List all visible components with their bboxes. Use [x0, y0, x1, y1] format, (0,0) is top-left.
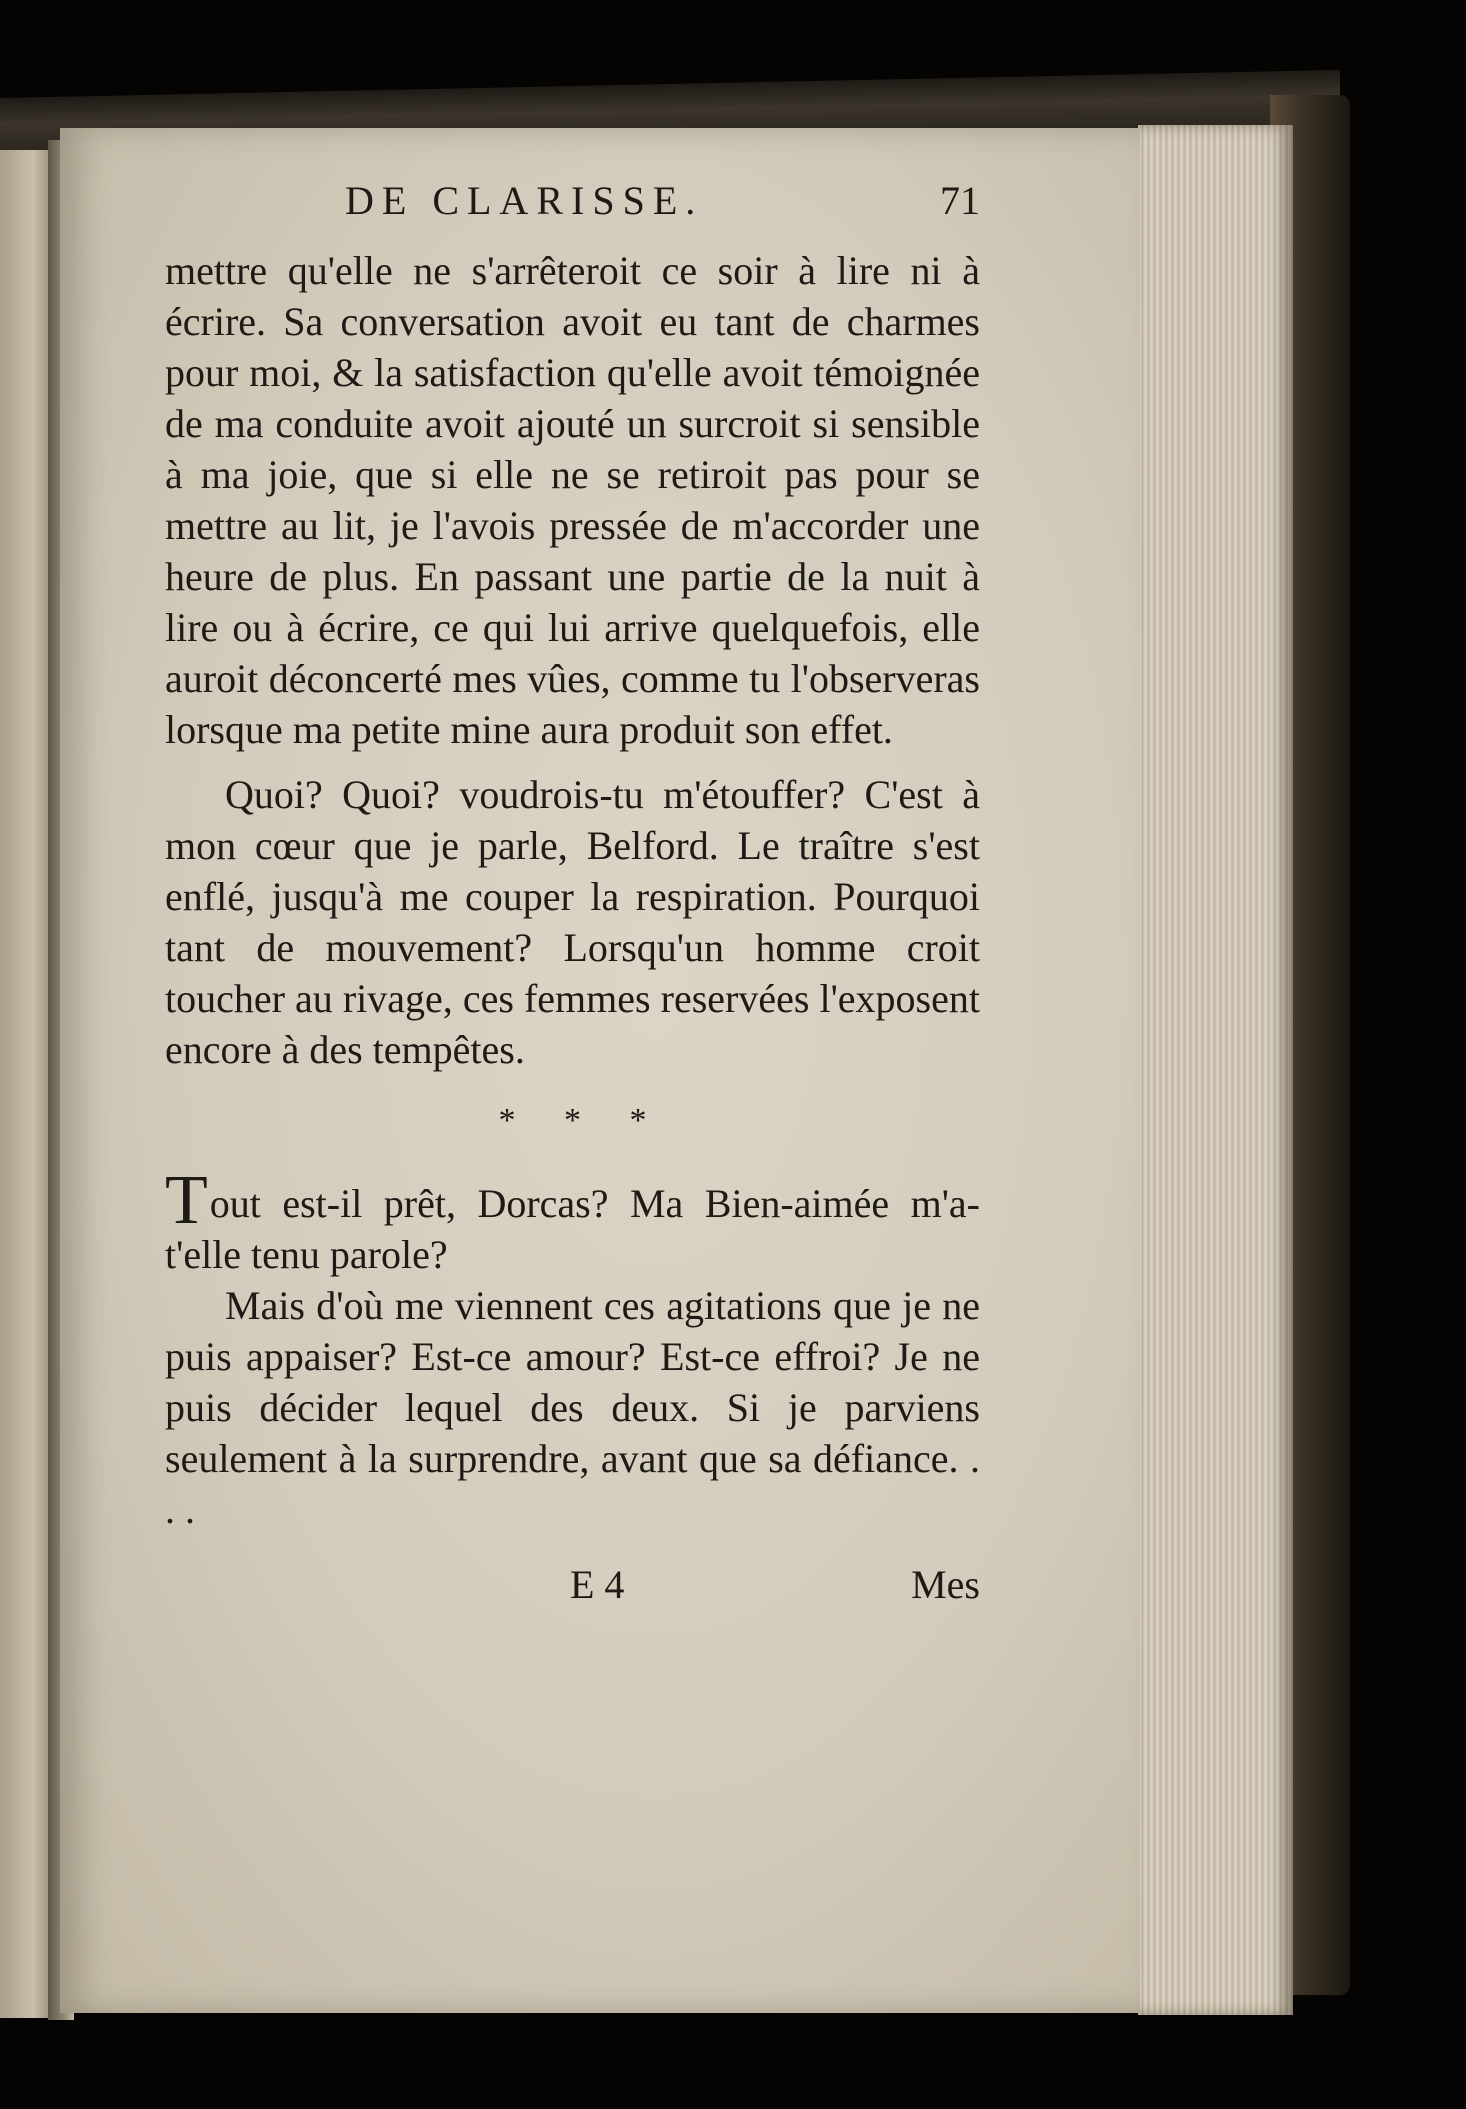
running-title: DE CLARISSE. [345, 178, 704, 223]
page-footer [165, 1559, 980, 1619]
paragraph-1: mettre qu'elle ne s'arrêteroit ce soir à lire ni à écrire. Sa conversation avoit eu tant de charmes pour moi, & la satisfaction qu'elle avoit témoignée de ma conduite avoit ajouté un surcroit si sensible à ma joie, que si elle ne se retiroit pas pour se mettre au lit, je l'avois pressée de m'accorder une heure de plus. En passant une partie de la nuit à lire ou à écrire, ce qui lui arrive quelquefois, elle auroit déconcerté mes vûes, comme tu l'observeras lorsque ma petite mine aura produit son effet. [165, 248, 980, 752]
page-number: 71 [940, 178, 980, 223]
left-page-edge [0, 150, 55, 2018]
page-text [165, 175, 980, 1619]
paragraph-4: Mais d'où me viennent ces agitations que je ne puis appaiser? Est-ce amour? Est-ce effroi? Je ne puis décider lequel des deux. Si je parviens seulement à la surprendre, avant que sa défiance. . . . [165, 1283, 980, 1532]
paragraph-2: Quoi? Quoi? voudrois-tu m'étouffer? C'est à mon cœur que je parle, Belford. Le traître s'est enflé, jusqu'à me couper la respiration. Pourquoi tant de mouvement? Lorsqu'un homme croit toucher au rivage, ces femmes reservées l'exposent encore à des tempêtes. [165, 772, 980, 1072]
paragraph-3-text: out est-il prêt, Dorcas? Ma Bien-aimée m'a-t'elle tenu parole? [165, 1181, 980, 1277]
paragraph-3 [165, 1162, 980, 1280]
running-header [165, 175, 980, 245]
page-edges [1138, 125, 1293, 2015]
drop-cap: T [165, 1162, 208, 1239]
catchword: Mes [911, 1562, 980, 1607]
section-separator: * * * [498, 1102, 647, 1139]
signature-mark: E 4 [570, 1562, 625, 1607]
